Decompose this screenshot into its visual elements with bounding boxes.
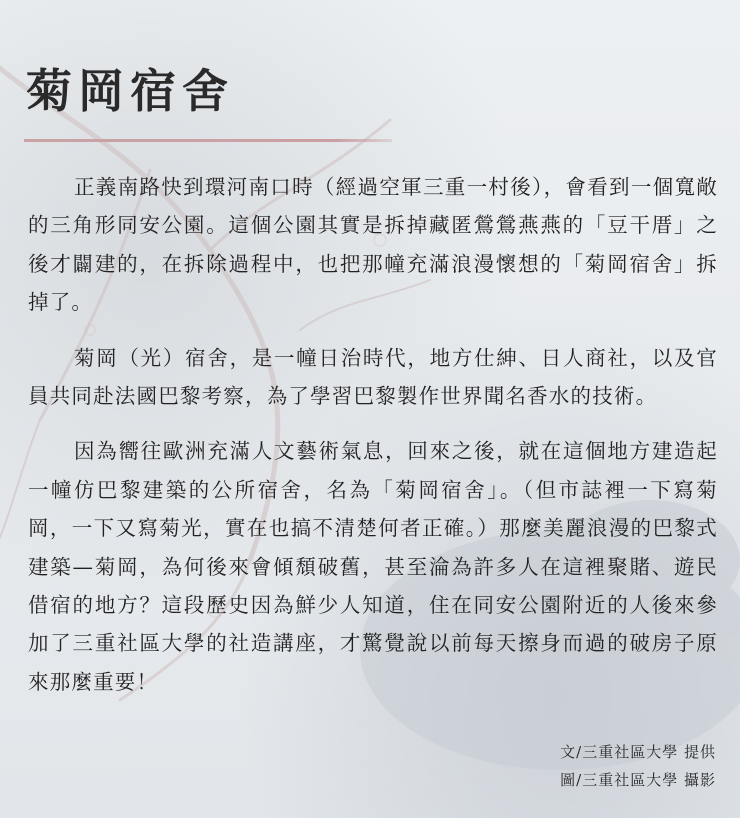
paragraph-3: 因為嚮往歐洲充滿人文藝術氣息，回來之後，就在這個地方建造起一幢仿巴黎建築的公所宿舍，名為「菊岡宿舍」。（但市誌裡一下寫菊岡，一下又寫菊光，實在也搞不清楚何者正確。）那麼美麗浪漫的巴黎式建築—菊岡，為何後來會傾頹破舊，甚至淪為許多人在這裡聚賭、遊民借宿的地方？這段歷史因為鮮少人知道，住在同安公園附近的人後來參加了三重社區大學的社造講座，才驚覺說以前每天擦身而過的破房子原來那麼重要！ — [28, 439, 718, 694]
paragraph-1: 正義南路快到環河南口時（經過空軍三重一村後），會看到一個寬敞的三角形同安公園。這個公園其實是拆掉藏匿鶯鶯燕燕的「豆干厝」之後才闢建的，在拆除過程中，也把那幢充滿浪漫懷想的「菊岡宿舍」拆掉了。 — [28, 175, 718, 315]
text-credit: 文/三重社區大學 提供 — [560, 743, 716, 761]
photo-credit: 圖/三重社區大學 攝影 — [560, 771, 716, 789]
page-title: 菊岡宿舍 — [26, 64, 234, 118]
credits — [560, 738, 716, 794]
paragraph-2: 菊岡（光）宿舍，是一幢日治時代，地方仕紳、日人商社，以及官員共同赴法國巴黎考察，為了學習巴黎製作世界聞名香水的技術。 — [28, 345, 718, 409]
article-body — [28, 168, 718, 718]
title-underline — [24, 139, 392, 142]
